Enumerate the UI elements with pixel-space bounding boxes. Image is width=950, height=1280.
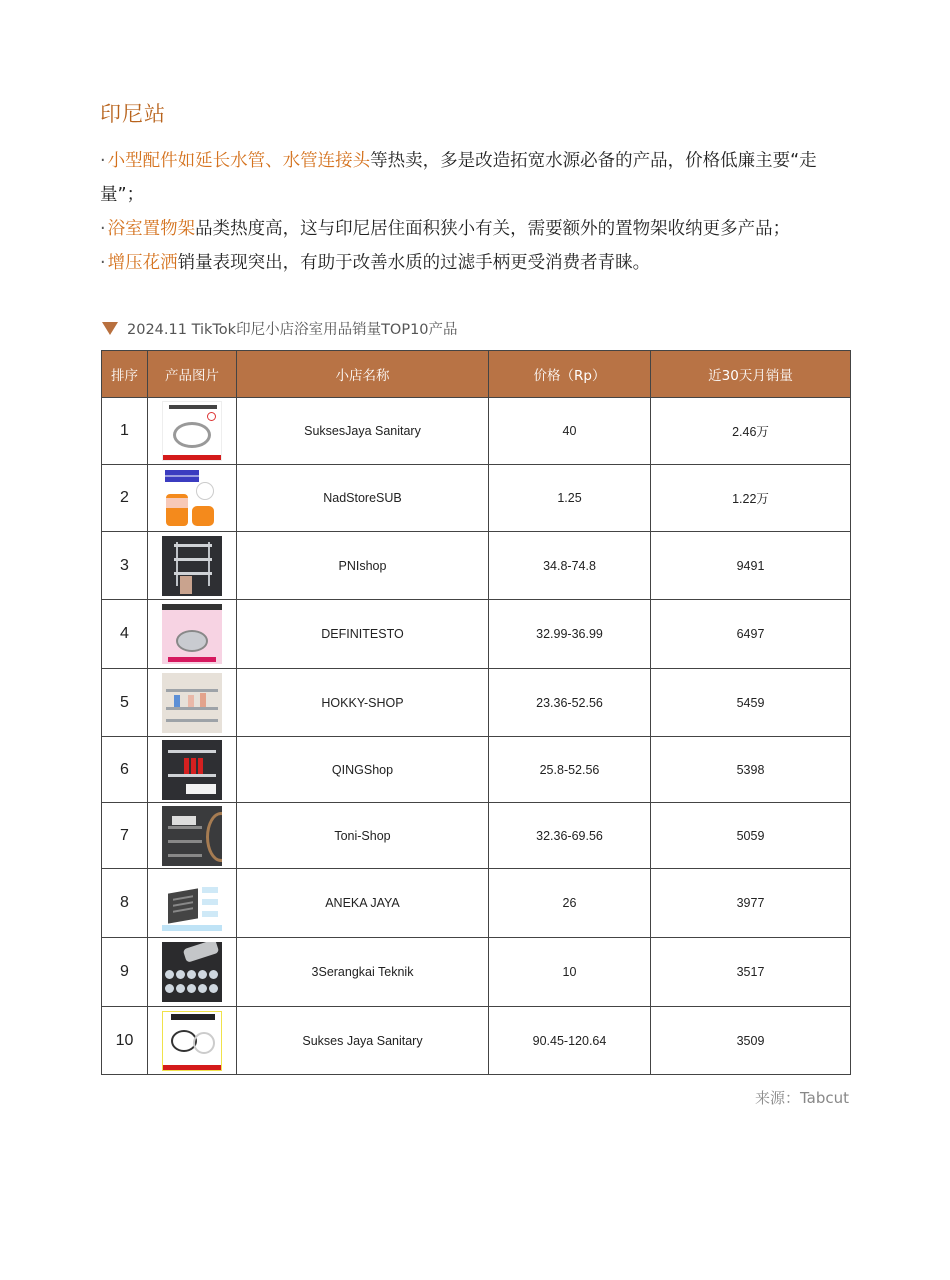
rank-cell: 10	[102, 1007, 148, 1075]
header-price: 价格（Rp）	[489, 351, 651, 398]
rank-cell: 7	[102, 803, 148, 869]
hose-connector-thumbnail	[162, 468, 222, 528]
bullet-dot: ·	[100, 253, 106, 273]
rank-cell: 6	[102, 737, 148, 803]
shower-hose-set-thumbnail	[162, 401, 222, 461]
table-header-row	[102, 351, 851, 398]
source-note: 来源：Tabcut	[754, 1089, 849, 1107]
bullet-dot: ·	[100, 219, 106, 239]
sales-cell: 3517	[651, 938, 851, 1007]
table-row	[102, 938, 851, 1007]
bullet-text: 销量表现突出，有助于改善水质的过滤手柄更受消费者青睐。	[177, 253, 651, 273]
image-cell	[148, 600, 237, 669]
sales-cell: 3977	[651, 869, 851, 938]
table-row	[102, 869, 851, 938]
table-row	[102, 737, 851, 803]
triangle-down-icon	[102, 322, 118, 335]
shop-cell: PNIshop	[237, 532, 489, 600]
bullet-item	[100, 246, 860, 280]
image-cell	[148, 737, 237, 803]
bullet-highlight: 小型配件如延长水管、水管连接头	[107, 151, 371, 171]
bullet-text: 等热卖，多是改造拓宽水源必备的产品，价格低廉主要“走量”；	[100, 151, 817, 205]
image-cell	[148, 1007, 237, 1075]
sales-cell: 2.46万	[651, 398, 851, 465]
shop-cell: 3Serangkai Teknik	[237, 938, 489, 1007]
rank-cell: 5	[102, 669, 148, 737]
sales-cell: 9491	[651, 532, 851, 600]
price-cell: 1.25	[489, 465, 651, 532]
table-row	[102, 669, 851, 737]
price-cell: 10	[489, 938, 651, 1007]
table-row	[102, 803, 851, 869]
bullet-item	[100, 212, 860, 246]
image-cell	[148, 669, 237, 737]
price-cell: 32.36-69.56	[489, 803, 651, 869]
steel-rack-thumbnail	[162, 673, 222, 733]
price-cell: 40	[489, 398, 651, 465]
bullet-highlight: 增压花洒	[107, 253, 178, 273]
bullet-list	[100, 144, 860, 280]
sales-cell: 5398	[651, 737, 851, 803]
table-row	[102, 1007, 851, 1075]
pipe-caps-thumbnail	[162, 942, 222, 1002]
header-image: 产品图片	[148, 351, 237, 398]
image-cell	[148, 532, 237, 600]
table-row	[102, 398, 851, 465]
price-cell: 90.45-120.64	[489, 1007, 651, 1075]
rank-cell: 8	[102, 869, 148, 938]
rank-cell: 1	[102, 398, 148, 465]
image-cell	[148, 803, 237, 869]
shower-bundle-thumbnail	[162, 1011, 222, 1071]
image-cell	[148, 938, 237, 1007]
shop-cell: SuksesJaya Sanitary	[237, 398, 489, 465]
shop-cell: NadStoreSUB	[237, 465, 489, 532]
shop-cell: ANEKA JAYA	[237, 869, 489, 938]
price-cell: 25.8-52.56	[489, 737, 651, 803]
table-caption	[102, 318, 458, 339]
rank-cell: 3	[102, 532, 148, 600]
sales-cell: 5459	[651, 669, 851, 737]
rank-cell: 2	[102, 465, 148, 532]
image-cell	[148, 465, 237, 532]
table-row	[102, 600, 851, 669]
black-shelf-thumbnail	[162, 806, 222, 866]
price-cell: 26	[489, 869, 651, 938]
table-row	[102, 532, 851, 600]
top10-table	[101, 350, 851, 1075]
wall-shelf-thumbnail	[162, 740, 222, 800]
bullet-item	[100, 144, 860, 212]
header-rank: 排序	[102, 351, 148, 398]
table-caption-text: 2024.11 TikTok印尼小店浴室用品销量TOP10产品	[127, 322, 458, 338]
shop-cell: QINGShop	[237, 737, 489, 803]
sales-cell: 6497	[651, 600, 851, 669]
image-cell	[148, 398, 237, 465]
bullet-dot: ·	[100, 151, 106, 171]
bullet-highlight: 浴室置物架	[107, 219, 196, 239]
shop-cell: DEFINITESTO	[237, 600, 489, 669]
sales-cell: 1.22万	[651, 465, 851, 532]
floor-drain-thumbnail	[162, 604, 222, 664]
drain-grate-thumbnail	[162, 873, 222, 933]
price-cell: 23.36-52.56	[489, 669, 651, 737]
table-row	[102, 465, 851, 532]
price-cell: 34.8-74.8	[489, 532, 651, 600]
section-title: 印尼站	[100, 102, 166, 126]
rank-cell: 4	[102, 600, 148, 669]
image-cell	[148, 869, 237, 938]
bullet-text: 品类热度高，这与印尼居住面积狭小有关，需要额外的置物架收纳更多产品；	[195, 219, 791, 239]
header-shop: 小店名称	[237, 351, 489, 398]
shop-cell: HOKKY-SHOP	[237, 669, 489, 737]
sales-cell: 5059	[651, 803, 851, 869]
shop-cell: Toni-Shop	[237, 803, 489, 869]
sales-cell: 3509	[651, 1007, 851, 1075]
shop-cell: Sukses Jaya Sanitary	[237, 1007, 489, 1075]
header-sales: 近30天月销量	[651, 351, 851, 398]
price-cell: 32.99-36.99	[489, 600, 651, 669]
bathroom-shelf-thumbnail	[162, 536, 222, 596]
rank-cell: 9	[102, 938, 148, 1007]
